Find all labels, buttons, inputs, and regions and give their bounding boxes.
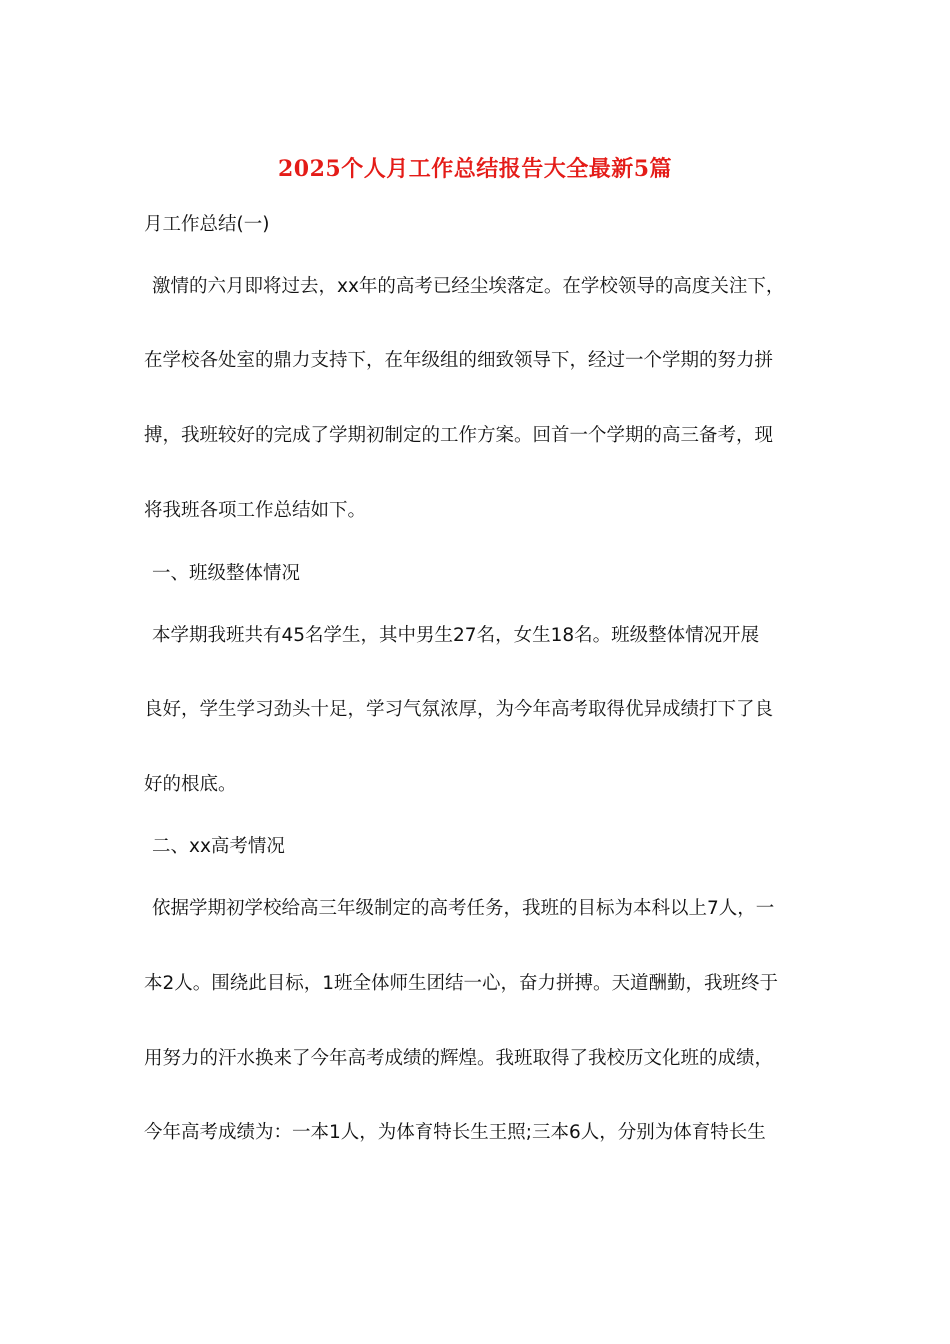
subsection-heading: 二、xx高考情况 <box>152 836 285 857</box>
paragraph-line: 用努力的汗水换来了今年高考成绩的辉煌。我班取得了我校历文化班的成绩， <box>144 1048 774 1069</box>
paragraph-line: 搏，我班较好的完成了学期初制定的工作方案。回首一个学期的高三备考，现 <box>144 425 774 446</box>
paragraph-line: 将我班各项工作总结如下。 <box>144 500 367 521</box>
paragraph-line: 本2人。围绕此目标，1班全体师生团结一心，奋力拼搏。天道酬勤，我班终于 <box>144 973 779 994</box>
document-title: 2025个人月工作总结报告大全最新5篇 <box>277 156 673 182</box>
paragraph-line: 在学校各处室的鼎力支持下，在年级组的细致领导下，经过一个学期的努力拼 <box>144 350 774 371</box>
paragraph-line: 良好，学生学习劲头十足，学习气氛浓厚，为今年高考取得优异成绩打下了良 <box>144 699 774 720</box>
section-heading: 月工作总结(一) <box>144 214 270 235</box>
paragraph-line: 依据学期初学校给高三年级制定的高考任务，我班的目标为本科以上7人，一 <box>152 898 775 919</box>
paragraph-line: 好的根底。 <box>144 774 237 795</box>
subsection-heading: 一、班级整体情况 <box>152 563 301 584</box>
paragraph-line: 今年高考成绩为：一本1人，为体育特长生王照;三本6人，分别为体育特长生 <box>144 1122 766 1143</box>
paragraph-line: 本学期我班共有45名学生，其中男生27名，女生18名。班级整体情况开展 <box>152 625 760 646</box>
paragraph-line: 激情的六月即将过去，xx年的高考已经尘埃落定。在学校领导的高度关注下， <box>152 276 785 297</box>
